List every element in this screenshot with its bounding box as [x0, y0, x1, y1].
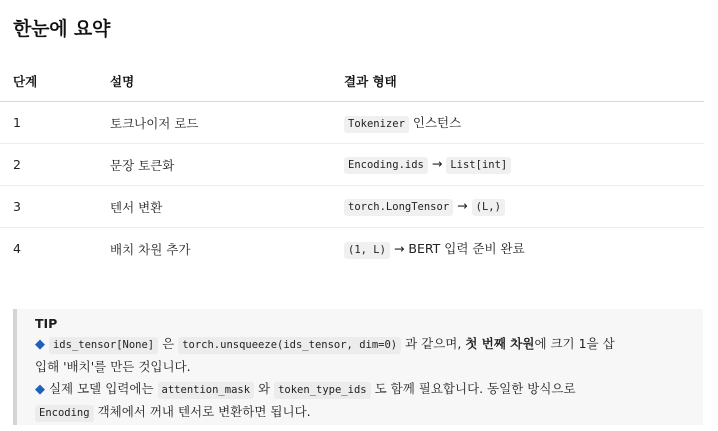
arrow-icon: → [431, 155, 443, 171]
step-description: 문장 토큰화 [110, 144, 344, 186]
step-number: 1 [0, 102, 110, 144]
table-row [0, 228, 704, 270]
step-number: 2 [0, 144, 110, 186]
tip-text: 과 같으며, [405, 336, 462, 351]
tip-text: 도 함께 필요합니다. 동일한 방식으로 [374, 381, 576, 396]
diamond-bullet-icon: ◆ [35, 382, 45, 397]
result-cell [344, 102, 704, 144]
result-cell [344, 186, 704, 228]
step-number: 3 [0, 186, 110, 228]
header-description: 설명 [110, 60, 344, 102]
inline-code: token_type_ids [274, 382, 371, 399]
diamond-bullet-icon: ◆ [35, 337, 45, 352]
tip-callout [13, 309, 703, 425]
inline-code: Encoding [35, 405, 94, 422]
arrow-icon: → [457, 197, 468, 213]
arrow-icon: → [393, 240, 405, 256]
header-result: 결과 형태 [344, 60, 704, 102]
summary-table [0, 60, 704, 269]
inline-code: ids_tensor[None] [49, 337, 158, 354]
tip-line-2 [35, 378, 699, 423]
tip-bold-text: 첫 번째 차원 [465, 336, 535, 351]
inline-code: attention_mask [158, 382, 255, 399]
table-row [0, 102, 704, 144]
tip-text: 실제 모델 입력에는 [48, 381, 154, 396]
table-header-row [0, 60, 704, 102]
step-number: 4 [13, 241, 21, 256]
inline-code: Tokenizer [344, 116, 409, 133]
tip-line-1 [35, 333, 699, 378]
header-step: 단계 [0, 60, 110, 102]
result-cell [344, 144, 704, 186]
tip-title: TIP [35, 316, 58, 331]
tip-text: 객체에서 꺼내 텐서로 변환하면 됩니다. [97, 404, 311, 419]
table-row [0, 144, 704, 186]
tip-text: 에 크기 1을 삽 [534, 336, 615, 351]
inline-code: torch.LongTensor [344, 199, 453, 216]
inline-code: (L,) [472, 199, 505, 216]
tip-text: 입해 '배치'를 만든 것입니다. [35, 359, 191, 374]
inline-code: (1, L) [344, 242, 390, 259]
step-description: 텐서 변환 [110, 186, 344, 228]
result-cell [344, 228, 704, 270]
table-row [0, 186, 704, 228]
result-text: 인스턴스 [412, 114, 462, 130]
inline-code: List[int] [446, 157, 511, 174]
inline-code: Encoding.ids [344, 157, 428, 174]
tip-text: 와 [258, 381, 271, 396]
step-description: 배치 차원 추가 [110, 241, 191, 257]
section-heading: 한눈에 요약 [13, 18, 111, 40]
result-text: BERT 입력 준비 완료 [408, 240, 525, 256]
inline-code: torch.unsqueeze(ids_tensor, dim=0) [178, 337, 401, 354]
step-description: 토크나이저 로드 [110, 102, 344, 144]
tip-text: 은 [162, 336, 175, 351]
